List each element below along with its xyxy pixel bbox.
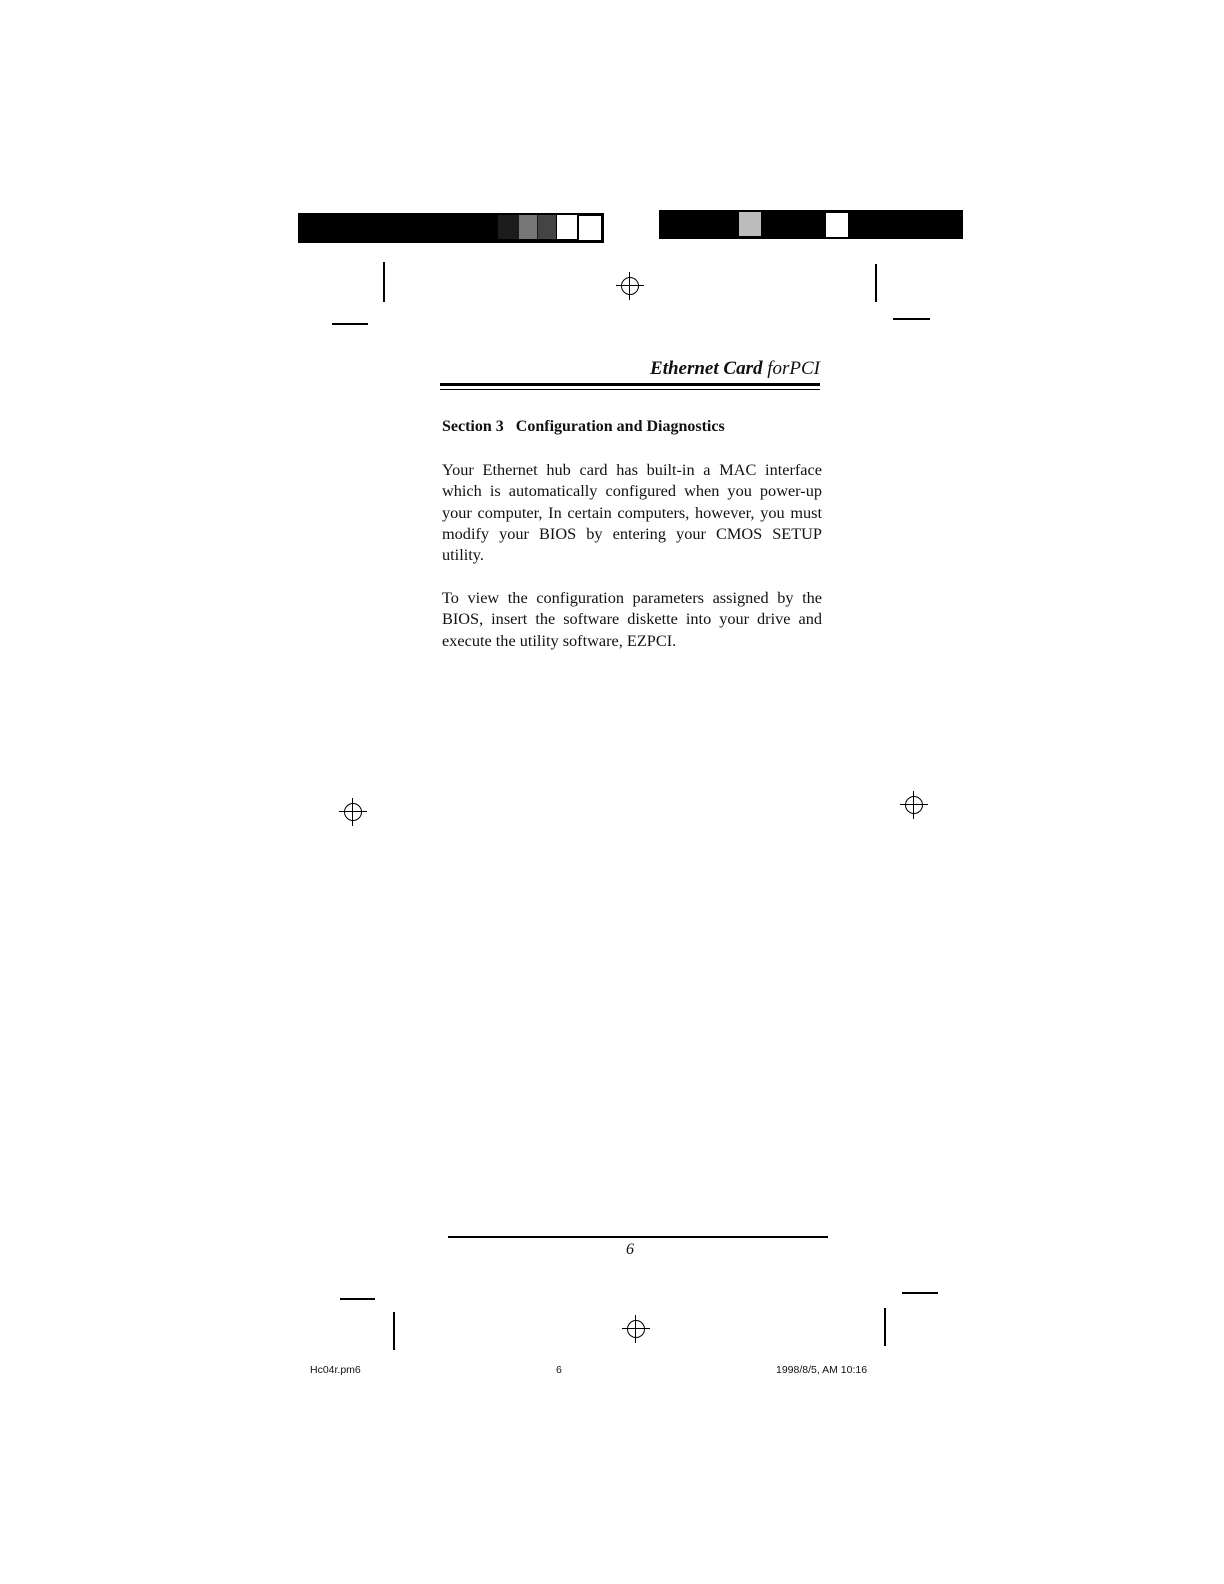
body-paragraph: Your Ethernet hub card has built-in a MAC interface which is automatically configured when you power-up your computer, In certain computers, however, you must modify your BIOS by entering your CMOS SETUP utility. bbox=[442, 460, 822, 565]
crop-mark bbox=[332, 323, 368, 325]
body-paragraph: To view the configuration parameters assigned by the BIOS, insert the software diskette into your drive and execute the utility software, EZPCI. bbox=[442, 588, 822, 650]
slug-page: 6 bbox=[556, 1364, 562, 1376]
crop-mark bbox=[875, 264, 877, 302]
printer-color-bar-left bbox=[298, 213, 604, 243]
footer-rule bbox=[448, 1236, 828, 1238]
crop-mark bbox=[902, 1292, 938, 1294]
section-number: Section 3 bbox=[442, 418, 504, 435]
registration-mark-icon bbox=[616, 272, 644, 300]
running-header bbox=[440, 358, 820, 380]
crop-mark bbox=[893, 318, 930, 320]
crop-mark bbox=[383, 262, 385, 302]
crop-mark bbox=[884, 1308, 886, 1346]
printer-color-bar-right bbox=[659, 210, 963, 239]
registration-mark-icon bbox=[900, 791, 928, 819]
crop-mark bbox=[340, 1298, 375, 1300]
crop-mark bbox=[393, 1312, 395, 1350]
section-title: Configuration and Diagnostics bbox=[515, 418, 725, 435]
header-rule-thin bbox=[440, 389, 820, 390]
registration-mark-icon bbox=[339, 798, 367, 826]
slug-filename: Hc04r.pm6 bbox=[310, 1364, 361, 1376]
registration-mark-icon bbox=[622, 1315, 650, 1343]
page-number: 6 bbox=[626, 1241, 634, 1258]
header-product: Ethernet Card bbox=[650, 358, 763, 379]
slug-timestamp: 1998/8/5, AM 10:16 bbox=[776, 1364, 868, 1376]
section-heading bbox=[442, 418, 842, 436]
header-model: forPCI bbox=[767, 358, 820, 379]
header-rule bbox=[440, 383, 820, 386]
